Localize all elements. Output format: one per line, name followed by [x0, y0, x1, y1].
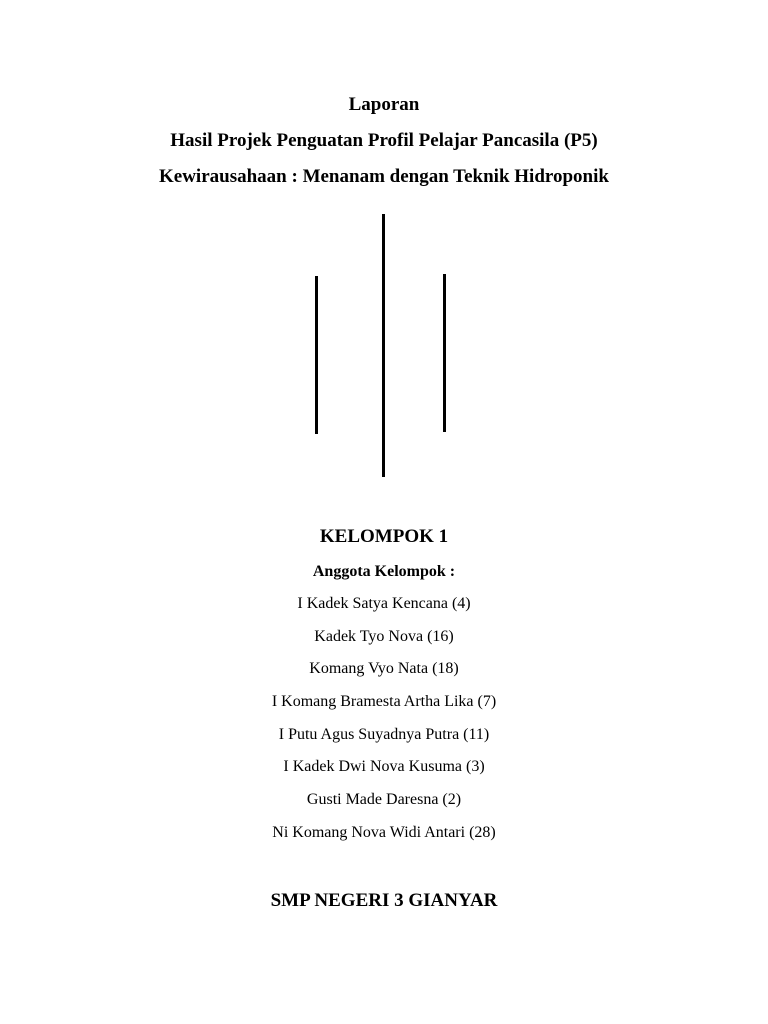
group-title: KELOMPOK 1	[319, 526, 449, 547]
member-item: Kadek Tyo Nova (16)	[314, 627, 454, 645]
member-item: Gusti Made Daresna (2)	[306, 791, 462, 809]
member-item: I Kadek Dwi Nova Kusuma (3)	[283, 758, 485, 776]
member-item: I Putu Agus Suyadnya Putra (11)	[278, 725, 490, 743]
left-vertical-bar	[315, 276, 318, 434]
member-item: I Kadek Satya Kencana (4)	[297, 595, 471, 612]
project-theme: Kewirausahaan : Menanam dengan Teknik Hidroponik	[159, 166, 609, 187]
school-name: SMP NEGERI 3 GIANYAR	[270, 890, 498, 911]
project-title: Hasil Projek Penguatan Profil Pelajar Pancasila (P5)	[170, 130, 598, 151]
report-title: Laporan	[348, 94, 420, 115]
member-item: Komang Vyo Nata (18)	[309, 660, 459, 678]
member-item: I Komang Bramesta Artha Lika (7)	[271, 693, 497, 711]
center-vertical-bar	[382, 214, 385, 477]
member-list	[0, 593, 768, 855]
member-item: Ni Komang Nova Widi Antari (28)	[272, 823, 496, 841]
members-label: Anggota Kelompok :	[312, 563, 456, 580]
right-vertical-bar	[443, 274, 446, 432]
